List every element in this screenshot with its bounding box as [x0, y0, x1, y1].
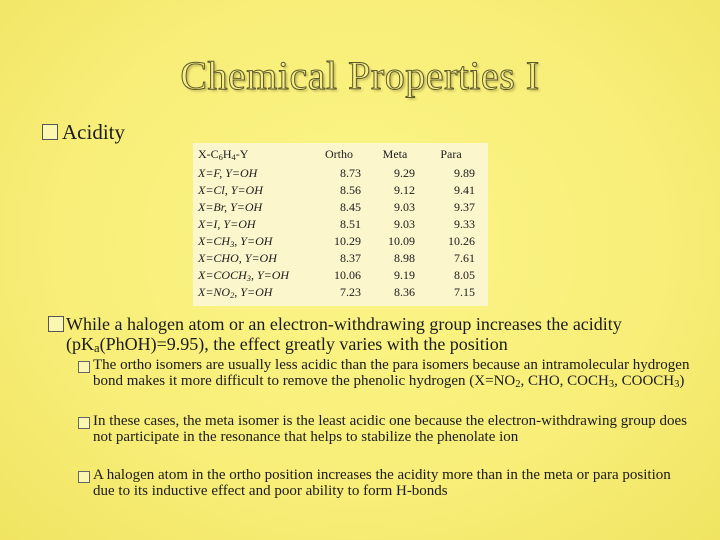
row-label: $X=COCH_3$, Y=OH	[198, 268, 290, 283]
table-row	[193, 284, 488, 300]
header-para: Para	[440, 147, 462, 161]
meta-value: 9.29	[394, 166, 415, 180]
hollow-square-bullet-icon	[78, 471, 90, 483]
ortho-value: 10.29	[334, 234, 361, 248]
meta-value: 9.03	[394, 200, 415, 214]
ortho-value: 8.73	[340, 166, 361, 180]
row-label: X=Br, Y=OH	[198, 200, 263, 214]
table-row	[193, 233, 488, 249]
ortho-value: 8.37	[340, 251, 361, 265]
bullet-acidity-label: Acidity	[62, 120, 125, 144]
para-value: 9.33	[454, 217, 475, 231]
table-row	[193, 267, 488, 283]
hollow-square-bullet-icon	[78, 417, 90, 429]
para-value: 7.15	[454, 285, 475, 299]
slide-title: Chemical Properties I	[180, 53, 540, 98]
para-value: 7.61	[454, 251, 475, 265]
ortho-value: 8.56	[340, 183, 361, 197]
ortho-value: 8.45	[340, 200, 361, 214]
para-value: 10.26	[448, 234, 475, 248]
para-value: 9.41	[454, 183, 475, 197]
table-header-row	[193, 146, 488, 162]
table-row	[193, 165, 488, 181]
table-row	[193, 250, 488, 266]
row-label: $X=NO_2$, Y=OH	[198, 285, 273, 300]
header-meta: Meta	[382, 147, 408, 161]
para-value: 8.05	[454, 268, 475, 282]
header-substituent: $X-C_6H_4-Y$	[198, 147, 249, 162]
table-row	[193, 182, 488, 198]
table-row	[193, 199, 488, 215]
sub-bullet-text: A halogen atom in the ortho position increases the acidity more than in the meta or para position due to its inductive effect and poor ability to form H-bonds	[93, 467, 671, 499]
meta-value: 9.03	[394, 217, 415, 231]
meta-value: 8.36	[394, 285, 415, 299]
hollow-square-bullet-icon	[78, 361, 90, 373]
sub-bullet-text: The ortho isomers are usually less acidic than the para isomers because an intramolecular hydrogen bond makes it more difficult to remove the phenolic hydrogen ($X=NO_2$, CHO, $COCH_3$, $COOCH_3$)	[93, 357, 690, 390]
pka-table	[193, 143, 488, 306]
hollow-square-bullet-icon	[42, 124, 58, 140]
para-value: 9.89	[454, 166, 475, 180]
hollow-square-bullet-icon	[48, 316, 64, 332]
para-value: 9.37	[454, 200, 475, 214]
row-label: X=CHO, Y=OH	[198, 251, 277, 265]
table-row	[193, 216, 488, 232]
meta-value: 8.98	[394, 251, 415, 265]
ortho-value: 7.23	[340, 285, 361, 299]
bullet-acidity	[42, 120, 125, 145]
meta-value: 10.09	[388, 234, 415, 248]
row-label: $X=CH_3$, Y=OH	[198, 234, 273, 249]
meta-value: 9.19	[394, 268, 415, 282]
row-label: X=I, Y=OH	[198, 217, 256, 231]
ortho-value: 10.06	[334, 268, 361, 282]
header-ortho: Ortho	[325, 147, 353, 161]
ortho-value: 8.51	[340, 217, 361, 231]
sub-bullet-text: In these cases, the meta isomer is the least acidic one because the electron-withdrawing group does not participate in the resonance that helps to stabilize the phenolate ion	[93, 413, 687, 445]
meta-value: 9.12	[394, 183, 415, 197]
row-label: X=Cl, Y=OH	[198, 183, 263, 197]
main-bullet-text: While a halogen atom or an electron-withdrawing group increases the acidity $(pK_a(PhOH)=9.95)$, the effect greatly varies with the position	[66, 314, 622, 355]
row-label: X=F, Y=OH	[198, 166, 258, 180]
